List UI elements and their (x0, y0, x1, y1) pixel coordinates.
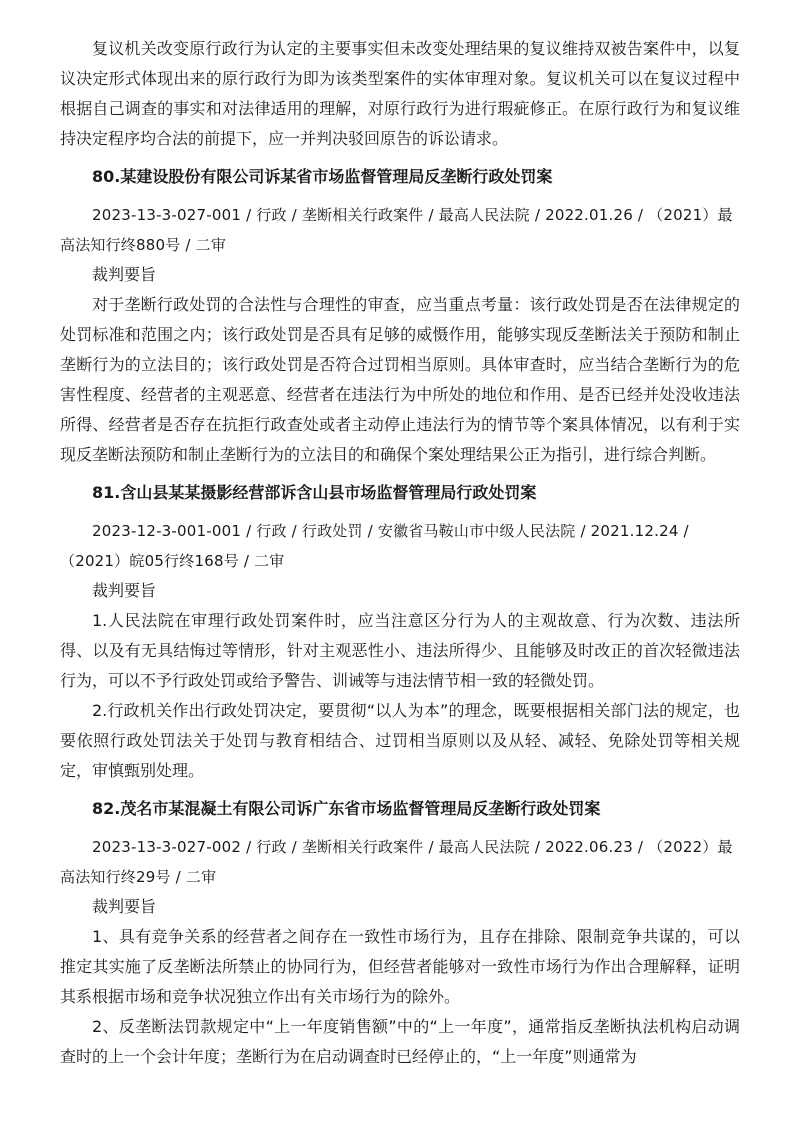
case-metadata: 2023-13-3-027-002 / 行政 / 垄断相关行政案件 / 最高人民法院 / 2022.06.23 / （2022）最高法知行终29号 / 二审 (60, 838, 733, 886)
case-metadata: 2023-13-3-027-001 / 行政 / 垄断相关行政案件 / 最高人民法院 / 2022.01.26 / （2021）最高法知行终880号 / 二审 (60, 206, 733, 254)
case-80 (60, 162, 740, 470)
intro-paragraph: 复议机关改变原行政行为认定的主要事实但未改变处理结果的复议维持双被告案件中，以复议决定形式体现出来的原行政行为即为该类型案件的实体审理对象。复议机关可以在复议过程中根据自己调查的事实和对法律适用的理解，对原行政行为进行瑕疵修正。在原行政行为和复议维持决定程序均合法的前提下，应一并判决驳回原告的诉讼请求。 (60, 39, 740, 148)
document-page (60, 34, 740, 1072)
case-title: 80.某建设股份有限公司诉某省市场监督管理局反垄断行政处罚案 (92, 167, 553, 186)
case-81 (60, 478, 740, 786)
ruling-paragraph: 2.行政机关作出行政处罚决定，要贯彻“以人为本”的理念，既要根据相关部门法的规定，也要依照行政处罚法关于处罚与教育相结合、过罚相当原则以及从轻、减轻、免除处罚等相关规定，审慎甄别处理。 (60, 701, 740, 780)
ruling-summary-label: 裁判要旨 (92, 265, 157, 284)
ruling-summary-label: 裁判要旨 (92, 897, 157, 916)
ruling-paragraph: 2、反垄断法罚款规定中“上一年度销售额”中的“上一年度”，通常指反垄断执法机构启动调查时的上一个会计年度；垄断行为在启动调查时已经停止的，“上一年度”则通常为 (60, 1017, 740, 1066)
case-title: 81.含山县某某摄影经营部诉含山县市场监督管理局行政处罚案 (92, 483, 537, 502)
ruling-paragraph: 对于垄断行政处罚的合法性与合理性的审查，应当重点考量：该行政处罚是否在法律规定的处罚标准和范围之内；该行政处罚是否具有足够的威慑作用，能够实现反垄断法关于预防和制止垄断行为的立法目的；该行政处罚是否符合过罚相当原则。具体审查时，应当结合垄断行为的危害性程度、经营者的主观恶意、经营者在违法行为中所处的地位和作用、是否已经并处没收违法所得、经营者是否存在抗拒行政查处或者主动停止违法行为的情节等个案具体情况，以有利于实现反垄断法预防和制止垄断行为的立法目的和确保个案处理结果公正为指引，进行综合判断。 (60, 295, 740, 464)
case-title: 82.茂名市某混凝土有限公司诉广东省市场监督管理局反垄断行政处罚案 (92, 799, 601, 818)
case-metadata: 2023-12-3-001-001 / 行政 / 行政处罚 / 安徽省马鞍山市中级人民法院 / 2021.12.24 / （2021）皖05行终168号 / 二审 (60, 522, 689, 570)
ruling-paragraph: 1、具有竞争关系的经营者之间存在一致性市场行为，且存在排除、限制竞争共谋的，可以推定其实施了反垄断法所禁止的协同行为，但经营者能够对一致性市场行为作出合理解释，证明其系根据市场和竞争状况独立作出有关市场行为的除外。 (60, 927, 740, 1006)
ruling-summary-label: 裁判要旨 (92, 581, 157, 600)
case-82 (60, 794, 740, 1072)
ruling-paragraph: 1.人民法院在审理行政处罚案件时，应当注意区分行为人的主观故意、行为次数、违法所得、以及有无具结悔过等情形，针对主观恶性小、违法所得少、且能够及时改正的首次轻微违法行为，可以不予行政处罚或给予警告、训诫等与违法情节相一致的轻微处罚。 (60, 611, 740, 690)
